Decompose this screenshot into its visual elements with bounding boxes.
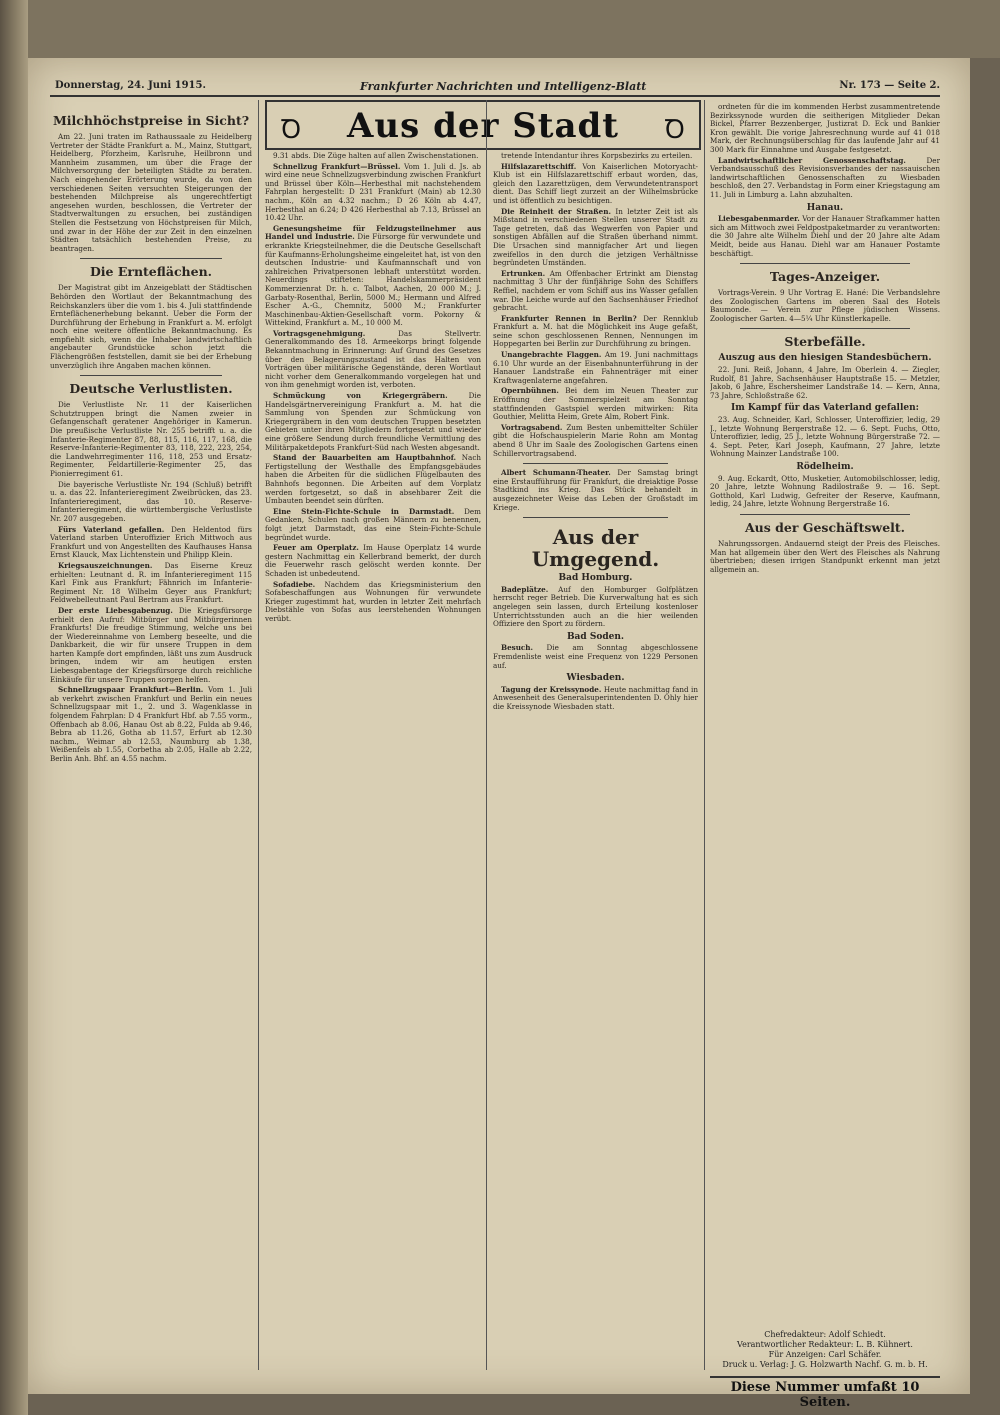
article-lazarettschiff: Von Kaiserlichen Motoryacht-Klub ist ein Hilfslazarettschiff erbaut worden, das, gleich den Lazarettzügen, dem Verwundetentransport dient. Das Schiff liegt zurzeit an der Wilhelmsbrücke und ist öffentlich zu besichtigen. bbox=[493, 161, 698, 205]
headline-umgegend: Aus der Umgegend. bbox=[531, 525, 660, 572]
article-vortrag: Das Stellvertr. Generalkommando des 18. Armeekorps bringt folgende Bekanntmachung in Erinnerung: Auf Grund des Gesetzes über den Belagerungszustand ist das Halten von Vorträgen über militärische Gegenstände, deren Wortlaut nicht vorher dem Generalkommando vorgelegen hat und von ihm genehmigt worden ist, verboten. bbox=[265, 328, 481, 390]
article-liebesgaben: Die Kriegsfürsorge erhielt den Aufruf: Mitbürger und Mitbürgerinnen Frankfurts! Die freudige Stimmung, welche uns bei der Wiedereinnahme von Lemberg beseelte, und die Dankbarkeit, die wir für unsere Truppen in dem harten Kampfe dort empfinden, läßt uns zum Ausdruck bringen, indem wir am heutigen ersten Liebesgabentage der Kriegsfürsorge durch reichliche Einkäufe für unsere Truppen sorgen helfen. bbox=[50, 605, 252, 684]
article-schule: Dem Gedanken, Schulen nach großen Männern zu benennen, folgt jetzt Darmstadt, das eine Stein-Fichte-Schule begründet wurde. bbox=[265, 506, 481, 542]
article-theater: Der Samstag bringt eine Erstaufführung für Frankfurt, die dreiaktige Posse Stadtkind ins Krieg. Das Stück behandelt in ausgezeichneter Weise das Leben der Großstadt im Kriege. bbox=[493, 468, 698, 512]
article-flaggen: Am 19. Juni nachmittags 6.10 Uhr wurde an der Eisenbahnunterführung in der Hanauer Landstraße ein Fahnenträger mit einer Kraftwagenlaterne angefahren. bbox=[493, 350, 698, 385]
header-newspaper-title: Frankfurter Nachrichten und Intelligenz-Blatt bbox=[360, 80, 647, 93]
divider bbox=[740, 328, 910, 329]
article-ertrunken: Am Offenbacher Ertrinkt am Dienstag nachmittag 3 Uhr der fünfjährige Sohn des Schiffers Reffiel, nachdem er vom Schiff aus ins Wasser gefallen war. Die Leiche wurde auf den Sachsenhäuser Friedhof gebracht. bbox=[493, 268, 698, 313]
lead-flaggen: Unangebrachte Flaggen. bbox=[501, 350, 602, 360]
lead-liebesgaben: Der erste Liebesgabenzug. bbox=[58, 605, 173, 615]
lead-lazarettschiff: Hilfslazarettschiff. bbox=[501, 161, 577, 171]
ornament-right: Ꝺ bbox=[664, 115, 685, 145]
subhead-roedelheim: Rödelheim. bbox=[796, 462, 854, 472]
article-opern: Bei dem im Neuen Theater zur Eröffnung der Sommerspielzeit am Sonntag stattfindenden Gastspiel werden mitwirken: Rita Gouthier, Melitta Heim, Grete Alm, Robert Fink. bbox=[493, 386, 698, 422]
column-1 bbox=[50, 108, 252, 1368]
lead-bruessel: Schnellzug Frankfurt—Brüssel. bbox=[273, 161, 401, 171]
lead-ertrunken: Ertrunken. bbox=[501, 268, 546, 278]
article-rennen: Der Rennklub Frankfurt a. M. hat die Möglichkeit ins Auge gefaßt, seine schon geschlossenen Rennen, Nennungen im Hoppegarten bei Berlin zur Durchführung zu bringen. bbox=[493, 313, 698, 349]
section-banner bbox=[265, 100, 701, 150]
article-besuch: Die am Sonntag abgeschlossene Fremdenliste weist eine Frequenz von 1229 Personen auf. bbox=[493, 643, 698, 670]
divider bbox=[523, 517, 668, 518]
article-bruessel: Vom 1. Juli d. Js. ab wird eine neue Schnellzugsverbindung zwischen Frankfurt und Brüssel über Köln—Herbesthal mit nachstehendem Fahrplan hergestellt: D 231 Frankfurt (Main) ab 12.30 nachm., Köln an 4.32 nachm.; D 26 Köln ab 4.47, Herbesthal an 6.24; D 426 Herbesthal ab 7.13, Brüssel an 10.42 Uhr. bbox=[265, 161, 481, 223]
column-3 bbox=[493, 152, 698, 1367]
lead-strassen: Die Reinheit der Straßen. bbox=[501, 206, 611, 216]
article-golf: Auf den Homburger Golfplätzen herrscht reger Betrieb. Die Kurverwaltung hat es sich angelegen sein lassen, durch Erteilung kostenloser Unterrichtsstunden auch an die hier weilenden Offiziere den Sport zu fördern. bbox=[493, 584, 698, 629]
background-top bbox=[0, 0, 1000, 58]
header-page-number: Nr. 173 — Seite 2. bbox=[839, 80, 940, 91]
headline-milch: Milchhöchstpreise in Sicht? bbox=[52, 113, 250, 128]
subhead-gefallen: Im Kampf für das Vaterland gefallen: bbox=[731, 403, 919, 414]
column-rule-1 bbox=[258, 100, 259, 1370]
lead-schule: Eine Stein-Fichte-Schule in Darmstadt. bbox=[273, 506, 455, 516]
article-schnellzug: Vom 1. Juli ab verkehrt zwischen Frankfurt und Berlin ein neues Schnellzugspaar mit 1., 2. und 3. Wagenklasse in folgendem Fahrplan: D 4 Frankfurt Hbf. ab 7.55 vorm., Offenbach ab 8.06, Hanau Ost ab 8.22, Fulda ab 9.46, Bebra ab 11.26, Gotha ab 11.57, Erfurt ab 12.30 nachm., Weimar ab 12.53, Naumburg ab 1.38, Weißenfels ab 1.55, Corbetha ab 2.05, Halle ab 2.22, Berlin Anh. Bhf. an 4.55 nachm. bbox=[50, 685, 252, 763]
header-rule bbox=[50, 95, 940, 97]
lead-kreuz: Kriegsauszeichnungen. bbox=[58, 560, 153, 570]
header-date: Donnerstag, 24. Juni 1915. bbox=[55, 80, 206, 91]
lead-sofadiebe: Sofadiebe. bbox=[273, 579, 316, 589]
imprint-redakteur: Verantwortlicher Redakteur: L. B. Kühnert. bbox=[737, 1340, 913, 1349]
lead-landwirtschaft: Landwirtschaftlicher Genossenschaftstag. bbox=[718, 155, 906, 165]
lead-theater: Albert Schumann-Theater. bbox=[501, 468, 611, 478]
article-vortragsabend: Zum Besten unbemittelter Schüler gibt die Hofschauspielerin Marie Rohn am Montag abend 8 Uhr im Saale des Zoologischen Gartens einen Schillervortragsabend. bbox=[493, 422, 698, 458]
divider bbox=[80, 375, 222, 376]
article-sterbefaelle: 22. Juni. Reiß, Johann, 4 Jahre, Im Oberlein 4. — Ziegler, Rudolf, 81 Jahre, Sachsenhäuser Hauptstraße 15. — Metzler, Jakob, 6 Jahre, Eschersheimer Landstraße 14. — Kern, Anna, 73 Jahre, Schloßstraße 62. bbox=[710, 365, 940, 400]
article-ernte: Der Magistrat gibt im Anzeigeblatt der Städtischen Behörden den Wortlaut der Bekanntmachung des Reichskanzlers über die vom 1. bis 4. Juli stattfindende Ernteflächenerhebung bekannt. Ueber die Form der Durchführung der Erhebung in Frankfurt a. M. erfolgt noch eine weitere öffentliche Bekanntmachung. Es empfiehlt sich, wenn die Inhaber landwirtschaftlich angebauter Grundstücke schon jetzt die Flächengrößen feststellen, damit sie bei der Erhebung unverzüglich ihre Angaben machen können. bbox=[50, 283, 252, 370]
subhead-homburg: Bad Homburg. bbox=[558, 573, 633, 584]
article-vaterland: Den Heldentod fürs Vaterland starben Unteroffizier Erich Mittwoch aus Frankfurt und von Angestellten des Kaufhauses Hansa Ernst Klauck, Max Lichtenstein und Philipp Klein. bbox=[50, 524, 252, 560]
article-bahnhof: Nach Fertigstellung der Westhalle des Empfangsgebäudes haben die Arbeiten für die südlichen Flügelbauten des Bahnhofs begonnen. Die Arbeiten auf dem Vorplatz werden fortgesetzt, so daß in absehbarer Zeit die Umbauten beendet sein dürften. bbox=[265, 453, 481, 506]
article-sofadiebe: Nachdem das Kriegsministerium den Sofabeschaffungen aus Wohnungen für verwundete Krieger zugestimmt hat, wurden in letzter Zeit mehrfach Diebstähle von Sofas aus leerstehenden Wohnungen verübt. bbox=[265, 579, 481, 623]
page-count-note: Diese Nummer umfaßt 10 Seiten. bbox=[710, 1376, 940, 1410]
column-4 bbox=[710, 103, 940, 1328]
headline-geschaeftswelt: Aus der Geschäftswelt. bbox=[744, 519, 906, 535]
lead-vaterland: Fürs Vaterland gefallen. bbox=[58, 524, 165, 534]
article-intro: tretende Intendantur ihres Korpsbezirks zu erteilen. bbox=[501, 152, 693, 160]
column-2 bbox=[265, 152, 481, 1367]
article-bayern: Die bayerische Verlustliste Nr. 194 (Schluß) betrifft u. a. das 22. Infanterieregiment Zweibrücken, das 23. Infanterieregiment, das 10. Reserve-Infanterieregiment, die württembergische Verlustliste Nr. 207 ausgegeben. bbox=[50, 479, 252, 523]
imprint-anzeigen: Für Anzeigen: Carl Schäfer. bbox=[768, 1350, 882, 1359]
imprint-druck: Druck u. Verlag: J. G. Holzwarth Nachf. G. m. b. H. bbox=[722, 1360, 928, 1369]
lead-besuch: Besuch. bbox=[501, 643, 534, 653]
page-edge bbox=[0, 0, 28, 1415]
article-intro-4: ordneten für die im kommenden Herbst zusammentretende Bezirkssynode wurden die seitherigen Mitglieder Dekan Bickel, Pfarrer Bezzenberger, Justizrat D. Eck und Bankier Kron gewählt. Die vorige Jahresrechnung wurde auf 41 018 Mark, der Rechnungsüberschlag für das laufende Jahr auf 41 300 Mark für Einnahme und Ausgabe festgesetzt. bbox=[710, 103, 940, 154]
article-verlust: Die Verlustliste Nr. 11 der Kaiserlichen Schutztruppen bringt die Namen zweier in Gefangenschaft geratener Angehöriger in Kamerun. Die preußische Verlustliste Nr. 255 betrifft u. a. die Infanterie-Regimenter 87, 88, 115, 116, 117, 168, die Reserve-Infanterie-Regimenter 83, 118, 222, 223, 254, die Landwehrregimenter 116, 118, 253 und Ersatz-Regimenter, Feldartillerie-Regimenter 25, das Pionierregiment 61. bbox=[50, 400, 252, 478]
divider bbox=[740, 263, 910, 264]
headline-verlust: Deutsche Verlustlisten. bbox=[69, 381, 233, 397]
subhead-standesbuecher: Auszug aus den hiesigen Standesbüchern. bbox=[718, 353, 932, 364]
article-kreissynode: Heute nachmittag fand in Anwesenheit des Generalsuperintendenten D. Ohly hier die Kreissynode Wiesbaden statt. bbox=[493, 684, 698, 711]
article-tages-anzeiger: Vortrags-Verein. 9 Uhr Vortrag E. Hané: Die Verbandslehre des Zoologischen Gartens im oberen Saal des Hotels Baumonde. — Verein zur Pflege jüdischen Wissens. Zoologischer Garten. 4—5¼ Uhr Künstlerkapelle. bbox=[710, 288, 940, 323]
lead-kreissynode: Tagung der Kreissynode. bbox=[501, 684, 602, 694]
column-rule-2 bbox=[486, 100, 487, 1370]
lead-schnellzug: Schnellzugspaar Frankfurt—Berlin. bbox=[58, 685, 204, 695]
headline-ernte: Die Ernteflächen. bbox=[89, 264, 213, 280]
lead-liebesgabenmarder: Liebesgabenmarder. bbox=[718, 214, 800, 224]
subhead-wiesbaden: Wiesbaden. bbox=[566, 673, 625, 684]
headline-sterbefaelle: Sterbefälle. bbox=[784, 334, 866, 350]
lead-golf: Badeplätze. bbox=[501, 584, 549, 594]
article-landwirtschaft: Der Verbandsausschuß des Revisionsverbandes der nassauischen landwirtschaftlichen Genossenschaften zu Wiesbaden beschloß, den 27. Verbandstag in Form einer Kriegstagung am 11. Juli in Limburg a. Lahn abzuhalten. bbox=[710, 155, 940, 199]
article-gefallen: 23. Aug. Schneider, Karl, Schlosser, Unteroffizier, ledig, 29 J., letzte Wohnung Bergerstraße 12. — 6. Sept. Fuchs, Otto, Unteroffizier, ledig, 25 J., letzte Wohnung Bürgerstraße 72. — 4. Sept. Peter, Karl Joseph, Kaufmann, 27 Jahre, letzte Wohnung Mainzer Landstraße 100. bbox=[710, 415, 940, 459]
lead-vortrag: Vortragsgenehmigung. bbox=[273, 328, 366, 338]
article-strassen: In letzter Zeit ist als Mißstand in verschiedenen Stellen unserer Stadt zu Tage getreten, daß das Wegwerfen von Papier und sonstigen Abfällen auf die Straßen überhand nimmt. Die Ursachen sind mannigfacher Art und liegen zweifellos in den durch die jetzigen Verhältnisse begründeten Umständen. bbox=[493, 206, 698, 268]
column-rule-3 bbox=[704, 100, 705, 1370]
article-feuer: Im Hause Operplatz 14 wurde gestern Nachmittag ein Kellerbrand bemerkt, der durch die Feuerwehr rasch gelöscht werden konnte. Der Schaden ist unbedeutend. bbox=[265, 543, 481, 578]
article-zuege: 9.31 abds. Die Züge halten auf allen Zwischenstationen. bbox=[273, 152, 479, 160]
lead-feuer: Feuer am Operplatz. bbox=[273, 543, 359, 553]
lead-genesung: Genesungsheime für Feldzugsteilnehmer aus Handel und Industrie. bbox=[265, 223, 481, 242]
lead-rennen: Frankfurter Rennen in Berlin? bbox=[501, 313, 637, 323]
ornament-left: Ꝺ bbox=[281, 115, 302, 145]
article-milch: Am 22. Juni traten im Rathaussaale zu Heidelberg Vertreter der Städte Frankfurt a. M., Mainz, Stuttgart, Heidelberg, Pforzheim, Karlsruhe, Heilbronn und Mannheim zusammen, um über die Frage der Milchversorgung der beteiligten Städte zu beraten. Nach eingehender Erörterung wurde, da von den verschiedenen Seiten versuchten Steigerungen der bestehenden Milchpreise als ungerechtfertigt angesehen wurden, beschlossen, die Vertreter der Stadtverwaltungen zu ersuchen, bei zuständigen Stellen die Festsetzung von Höchstpreisen für Milch, und zwar in der Höhe der zur Zeit in den einzelnen Städten tatsächlich bestehenden Preise, zu beantragen. bbox=[50, 132, 252, 253]
article-kreuz: Das Eiserne Kreuz erhielten: Leutnant d. R. im Infanterieregiment 115 Karl Fink aus Frankfurt; Fähnrich im Infanterie-Regiment Nr. 18 Wilhelm Geyer aus Frankfurt; Feldwebelleutnant Paul Bertram aus Frankfurt. bbox=[50, 560, 252, 605]
divider bbox=[740, 514, 910, 515]
article-liebesgabenmarder: Vor der Hanauer Strafkammer hatten sich am Mittwoch zwei Feldpostpaketmarder zu verantworten: die 30 Jahre alte Wilhelm Diehl und der 20 Jahre alte Adam Meidt, beide aus Hanau. Diehl war am Hanauer Postamte beschäftigt. bbox=[710, 214, 940, 258]
divider bbox=[80, 258, 222, 259]
article-graeber: Die Handelsgärtnervereinigung Frankfurt a. M. hat die Sammlung von Spenden zur Schmückung von Kriegergräbern in den vom deutschen Truppen besetzten Gebieten unter ihren Mitgliedern fortgesetzt und wieder eine größere Sendung durch freundliche Vermittlung des Militärpaketdepots Frankfurt-Süd nach Westen abgesandt. bbox=[265, 391, 481, 452]
headline-tages-anzeiger: Tages-Anzeiger. bbox=[769, 269, 881, 285]
article-roedelheim: 9. Aug. Eckardt, Otto, Musketier, Automobilschlosser, ledig, 20 Jahre, letzte Wohnung Radilostraße 9. — 16. Sept. Gotthold, Karl Ludwig, Gefreiter der Reserve, Kaufmann, ledig, 24 Jahre, letzte Wohnung Bergerstraße 16. bbox=[710, 473, 940, 509]
divider bbox=[523, 463, 668, 464]
lead-vortragsabend: Vortragsabend. bbox=[501, 422, 563, 432]
imprint-editor: Chefredakteur: Adolf Schiedt. bbox=[764, 1330, 886, 1339]
article-geschaeftswelt: Nahrungssorgen. Andauernd steigt der Preis des Fleisches. Man hat allgemein über den Wert des Fleisches als Nahrung übertrieben; diesen irrigen Standpunkt erkennt man jetzt allgemein an. bbox=[710, 538, 940, 574]
article-genesung: Die Fürsorge für verwundete und erkrankte Kriegsteilnehmer, die die Deutsche Gesellschaft für Kaufmanns-Erholungsheime eingeleitet hat, ist von den deutschen Industrie- und Kaufmannschaft und von zahlreichen Privatpersonen lebhaft unterstützt worden. Neuerdings stifteten: Handelskammerpräsident Kommerzienrat Dr. h. c. Talbot, Aachen, 20 000 M.; J. Garbaty-Rosenthal, Berlin, 5000 M.; Hermann und Alfred Escher A.-G., Chemnitz, 5000 M.; Frankfurter Maschinenbau-Aktien-Gesellschaft vorm. Pokorny & Wittekind, Frankfurt a. M., 10 000 M. bbox=[265, 232, 481, 328]
subhead-hanau: Hanau. bbox=[806, 202, 844, 213]
lead-bahnhof: Stand der Bauarbeiten am Hauptbahnhof. bbox=[273, 453, 457, 463]
lead-graeber: Schmückung von Kriegergräbern. bbox=[273, 391, 448, 401]
section-title: Aus der Stadt bbox=[346, 106, 619, 146]
subhead-soden: Bad Soden. bbox=[566, 631, 625, 642]
lead-opern: Opernbühnen. bbox=[501, 386, 559, 396]
